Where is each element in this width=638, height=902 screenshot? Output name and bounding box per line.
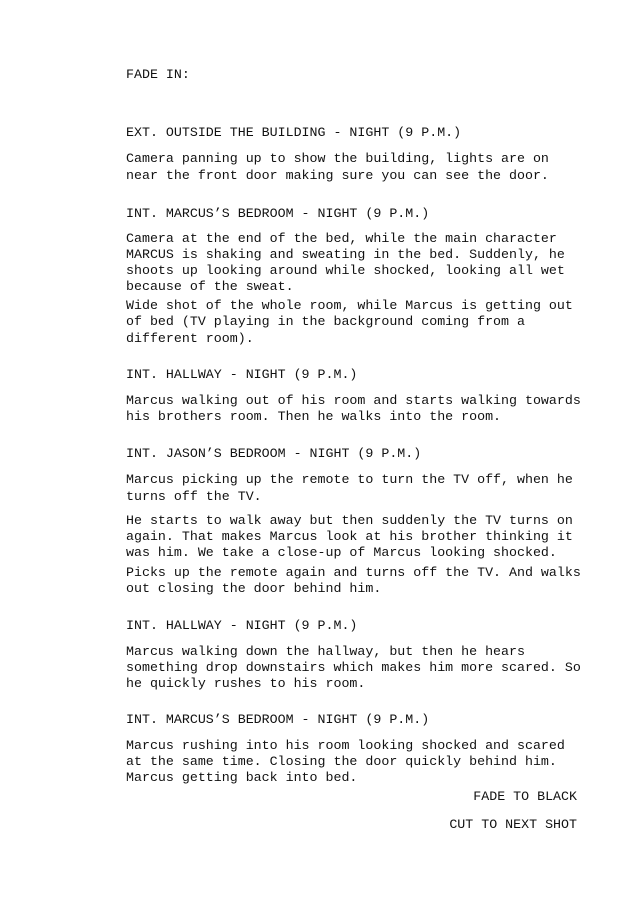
action-line: Camera panning up to show the building, lights are on xyxy=(126,151,549,166)
action-line: at the same time. Closing the door quickly behind him. xyxy=(126,754,557,769)
action-line: shoots up looking around while shocked, looking all wet xyxy=(126,263,565,278)
action-line: Marcus getting back into bed. xyxy=(126,770,358,785)
action-line: near the front door making sure you can see the door. xyxy=(126,168,549,183)
scene-heading: INT. HALLWAY - NIGHT (9 P.M.) xyxy=(126,367,358,382)
action-line: He starts to walk away but then suddenly the TV turns on xyxy=(126,513,573,528)
action-line: Marcus picking up the remote to turn the TV off, when he xyxy=(126,472,573,487)
action-line: was him. We take a close-up of Marcus looking shocked. xyxy=(126,545,557,560)
fade-in-transition: FADE IN: xyxy=(126,67,190,82)
action-line: out closing the door behind him. xyxy=(126,581,382,596)
scene-heading: INT. HALLWAY - NIGHT (9 P.M.) xyxy=(126,618,358,633)
action-line: Picks up the remote again and turns off the TV. And walks xyxy=(126,565,581,580)
action-line: he quickly rushes to his room. xyxy=(126,676,366,691)
action-line: MARCUS is shaking and sweating in the bed. Suddenly, he xyxy=(126,247,565,262)
action-line: his brothers room. Then he walks into the room. xyxy=(126,409,502,424)
scene-heading: INT. MARCUS’S BEDROOM - NIGHT (9 P.M.) xyxy=(126,206,430,221)
fade-to-black-transition: FADE TO BLACK xyxy=(473,789,577,804)
scene-heading: EXT. OUTSIDE THE BUILDING - NIGHT (9 P.M.) xyxy=(126,125,462,140)
action-line: turns off the TV. xyxy=(126,489,262,504)
action-line: different room). xyxy=(126,331,254,346)
action-line: Camera at the end of the bed, while the main character xyxy=(126,231,557,246)
action-line: Marcus rushing into his room looking shocked and scared xyxy=(126,738,565,753)
action-line: Wide shot of the whole room, while Marcus is getting out xyxy=(126,298,573,313)
action-line: of bed (TV playing in the background coming from a xyxy=(126,314,525,329)
action-line: because of the sweat. xyxy=(126,279,294,294)
action-line: again. That makes Marcus look at his brother thinking it xyxy=(126,529,573,544)
cut-to-next-shot-transition: CUT TO NEXT SHOT xyxy=(449,817,577,832)
action-line: Marcus walking down the hallway, but then he hears xyxy=(126,644,525,659)
action-line: Marcus walking out of his room and starts walking towards xyxy=(126,393,581,408)
scene-heading: INT. JASON’S BEDROOM - NIGHT (9 P.M.) xyxy=(126,446,422,461)
action-line: something drop downstairs which makes him more scared. So xyxy=(126,660,581,675)
scene-heading: INT. MARCUS’S BEDROOM - NIGHT (9 P.M.) xyxy=(126,712,430,727)
